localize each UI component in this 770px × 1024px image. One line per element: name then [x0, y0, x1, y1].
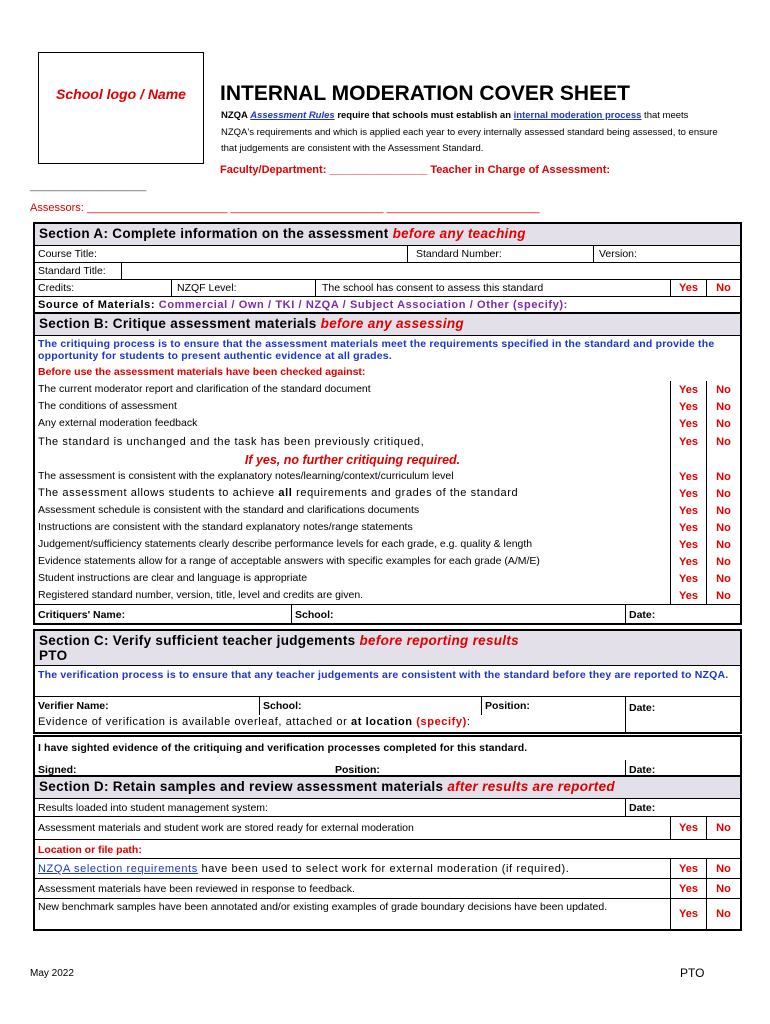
- source-options[interactable]: Commercial / Own / TKI / NZQA / Subject Association / Other (specify):: [158, 299, 568, 311]
- check-item-yes-option[interactable]: Yes: [670, 381, 706, 398]
- verifier-school-field[interactable]: [259, 697, 481, 715]
- section-b-purpose: The critiquing process is to ensure that the assessment materials meet the requirements specified in the standard and provide the opportunity for students to present authentic evidence at all grades.: [38, 338, 715, 362]
- section-c-purpose: The verification process is to ensure that any teacher judgements are consistent with the standard before they are reported to NZQA.: [38, 669, 729, 681]
- sighted-statement: I have sighted evidence of the critiquing and verification processes completed for this standard.: [38, 742, 528, 754]
- evidence-text-2: at location: [351, 716, 413, 728]
- section-d-heading-text: Section D: Retain samples and review assessment materials: [39, 779, 448, 794]
- selection-rest-text: have been used to select work for external moderation (if required).: [197, 863, 570, 875]
- critiquers-row: [35, 604, 740, 623]
- section-a-heading: [35, 224, 740, 246]
- standard-title-row: [35, 263, 740, 280]
- stored-row: [35, 817, 740, 839]
- criteria-item-row: [35, 553, 740, 570]
- criteria-item-no-option[interactable]: No: [706, 485, 740, 502]
- results-date-label: Date:: [629, 802, 656, 814]
- course-title-row: [35, 246, 740, 263]
- benchmark-row: [35, 899, 740, 929]
- section-c-table: [33, 629, 742, 734]
- criteria-item-statement: Student instructions are clear and language is appropriate: [38, 572, 308, 584]
- criteria-item-no-option[interactable]: No: [706, 502, 740, 519]
- footer-pto: PTO: [680, 966, 705, 980]
- criteria-item-row: [35, 587, 740, 604]
- internal-moderation-process-link[interactable]: internal moderation process: [513, 110, 642, 121]
- standard-number-label: Standard Number:: [416, 248, 502, 260]
- if-yes-note: If yes, no further critiquing required.: [244, 453, 461, 467]
- section-b-heading-text: Section B: Critique assessment materials: [39, 316, 321, 331]
- before-use-heading: Before use the assessment materials have been checked against:: [38, 366, 366, 378]
- criteria-item-yes-option[interactable]: Yes: [670, 468, 706, 485]
- check-item-row: [35, 398, 740, 415]
- footer-date: May 2022: [30, 968, 74, 979]
- sighted-table: [33, 735, 742, 779]
- check-item-no-option[interactable]: No: [706, 381, 740, 398]
- evidence-text-3: (specify): [412, 716, 467, 728]
- consent-label: The school has consent to assess this standard: [322, 282, 544, 294]
- section-c-heading-emphasis: before reporting results: [359, 633, 519, 648]
- criteria-item-no-option[interactable]: No: [706, 553, 740, 570]
- reviewed-statement: Assessment materials have been reviewed in response to feedback.: [38, 883, 355, 895]
- standard-title-label-cell: [35, 263, 121, 279]
- section-d-heading-emphasis: after results are reported: [447, 779, 615, 794]
- sighted-position-label: Position:: [335, 764, 380, 776]
- critiquers-name-label: Critiquers' Name:: [38, 609, 126, 621]
- unchanged-row: [35, 432, 740, 452]
- if-yes-spacer-no: [706, 452, 740, 468]
- verifier-name-field[interactable]: [35, 697, 259, 715]
- consent-no-option[interactable]: No: [706, 280, 740, 296]
- criteria-item-no-option[interactable]: No: [706, 536, 740, 553]
- criteria-item-no-option[interactable]: No: [706, 587, 740, 604]
- page-title: INTERNAL MODERATION COVER SHEET: [220, 82, 630, 105]
- verifier-school-label: School:: [263, 700, 302, 712]
- selection-yes-option[interactable]: Yes: [670, 859, 706, 878]
- check-item-yes-option[interactable]: Yes: [670, 398, 706, 415]
- criteria-item-yes-option[interactable]: Yes: [670, 485, 706, 502]
- critiquers-school-label: School:: [295, 609, 334, 621]
- verifier-date-label: Date:: [629, 702, 656, 714]
- consent-statement: [315, 280, 670, 296]
- course-title-field[interactable]: [35, 246, 407, 262]
- criteria-item-statement: Evidence statements allow for a range of acceptable answers with specific examples for each grade (A/M/E): [38, 555, 540, 567]
- stored-no-option[interactable]: No: [706, 817, 740, 839]
- reviewed-row: [35, 879, 740, 899]
- if-yes-spacer-yes: [670, 452, 706, 468]
- location-or-file-path-field[interactable]: Location or file path:: [38, 844, 142, 856]
- credits-row: [35, 280, 740, 297]
- criteria-item-statement: Judgement/sufficiency statements clearly describe performance levels for each grade, e.g. quality & length: [38, 538, 533, 550]
- results-loaded-row: [35, 799, 740, 817]
- verifier-name-label: Verifier Name:: [38, 700, 109, 712]
- check-item-statement: The current moderator report and clarification of the standard document: [38, 383, 371, 395]
- criteria-item-row: [35, 485, 740, 502]
- results-loaded-statement: Results loaded into student management system:: [38, 802, 268, 814]
- criteria-item-no-option[interactable]: No: [706, 570, 740, 587]
- section-a-heading-emphasis: before any teaching: [392, 226, 526, 241]
- unchanged-yes-option[interactable]: Yes: [670, 432, 706, 452]
- criteria-item-row: [35, 519, 740, 536]
- criteria-item-statement: Instructions are consistent with the standard explanatory notes/range statements: [38, 521, 413, 533]
- benchmark-statement: New benchmark samples have been annotated and/or existing examples of grade boundary decisions have been updated.: [38, 901, 608, 913]
- section-c-purpose-row: [35, 666, 740, 696]
- sighted-date-label: Date:: [629, 764, 656, 776]
- selection-row: [35, 859, 740, 879]
- location-row: [35, 839, 740, 859]
- criteria-item-yes-option[interactable]: Yes: [670, 502, 706, 519]
- check-item-no-option[interactable]: No: [706, 398, 740, 415]
- section-a-table: [33, 222, 742, 316]
- standard-number-field[interactable]: [407, 246, 593, 262]
- intro-text-3: that meets NZQA's requirements and which is applied each year to every internally assessed standard being assessed, to ensure that judgements are consistent with the Assessment Standard.: [221, 110, 718, 154]
- source-label: Source of Materials:: [38, 299, 159, 311]
- criteria-item-statement: The assessment is consistent with the explanatory notes/learning/context/curriculum level: [38, 470, 454, 482]
- criteria-item-row: [35, 468, 740, 485]
- nzqf-level-field[interactable]: [171, 280, 315, 296]
- unchanged-no-option[interactable]: No: [706, 432, 740, 452]
- benchmark-yes-option[interactable]: Yes: [670, 899, 706, 929]
- if-yes-row: [35, 452, 740, 468]
- section-b-heading-emphasis: before any assessing: [320, 316, 464, 331]
- criteria-item-yes-option[interactable]: Yes: [670, 570, 706, 587]
- critiquers-school-field[interactable]: [291, 605, 625, 623]
- assessors-line: Assessors: _______________________ _________________________ _________________________: [30, 202, 540, 214]
- criteria-item-yes-option[interactable]: Yes: [670, 553, 706, 570]
- evidence-text-4: :: [466, 716, 471, 728]
- standard-title-label: Standard Title:: [38, 265, 106, 277]
- check-item-no-option[interactable]: No: [706, 415, 740, 432]
- section-c-pto: PTO: [39, 648, 68, 663]
- criteria-item-statement: Assessment schedule is consistent with the standard and clarifications documents: [38, 504, 420, 516]
- results-date-field[interactable]: [625, 799, 740, 816]
- unchanged-statement: The standard is unchanged and the task has been previously critiqued,: [38, 436, 425, 448]
- school-logo-box: [38, 52, 204, 164]
- section-a-heading-text: Section A: Complete information on the assessment: [39, 226, 393, 241]
- stored-statement: Assessment materials and student work are stored ready for external moderation: [38, 822, 414, 834]
- check-item-row: [35, 381, 740, 398]
- criteria-item-row: [35, 502, 740, 519]
- school-logo-placeholder: School logo / Name: [56, 86, 186, 102]
- check-item-statement: The conditions of assessment: [38, 400, 177, 412]
- signed-label: Signed:: [38, 764, 77, 776]
- selection-statement: [35, 859, 670, 878]
- section-c-heading: [35, 631, 740, 666]
- intro-paragraph: [221, 108, 721, 158]
- faculty-line: Faculty/Department: ________________ Teacher in Charge of Assessment:: [220, 164, 611, 176]
- selection-no-option[interactable]: No: [706, 859, 740, 878]
- sighted-statement-row: [35, 737, 740, 760]
- criteria-item-yes-option[interactable]: Yes: [670, 587, 706, 604]
- teacher-in-charge-blank: ___________________: [30, 180, 147, 192]
- reviewed-no-option[interactable]: No: [706, 879, 740, 898]
- critiquers-date-label: Date:: [629, 609, 656, 621]
- verifier-row: [35, 696, 740, 732]
- check-item-statement: Any external moderation feedback: [38, 417, 198, 429]
- criteria-item-statement: The assessment allows students to achieve all requirements and grades of the standard: [38, 487, 519, 499]
- verifier-position-field[interactable]: [481, 697, 625, 715]
- evidence-of-verification[interactable]: [38, 716, 471, 728]
- stored-yes-option[interactable]: Yes: [670, 817, 706, 839]
- section-b-purpose-row: [35, 336, 740, 366]
- check-item-yes-option[interactable]: Yes: [670, 415, 706, 432]
- standard-title-field[interactable]: [121, 263, 740, 279]
- section-c-heading-text: Section C: Verify sufficient teacher judgements: [39, 633, 360, 648]
- criteria-item-yes-option[interactable]: Yes: [670, 536, 706, 553]
- section-b-heading: [35, 314, 740, 336]
- reviewed-yes-option[interactable]: Yes: [670, 879, 706, 898]
- verifier-position-label: Position:: [485, 700, 530, 712]
- section-d-heading: [35, 777, 740, 799]
- critiquers-date-field[interactable]: [625, 605, 740, 623]
- section-d-table: [33, 775, 742, 931]
- critiquers-name-field[interactable]: [35, 605, 291, 623]
- consent-yes-option[interactable]: Yes: [670, 280, 706, 296]
- version-label: Version:: [599, 248, 637, 260]
- credits-label: Credits:: [38, 282, 75, 294]
- criteria-item-yes-option[interactable]: Yes: [670, 519, 706, 536]
- nzqa-selection-requirements-link[interactable]: NZQA selection requirements: [38, 863, 198, 875]
- course-title-label: Course Title:: [38, 248, 97, 260]
- intro-text-1: NZQA: [221, 110, 251, 121]
- verifier-date-field[interactable]: [625, 697, 740, 732]
- criteria-item-row: [35, 536, 740, 553]
- intro-text-2: require that schools must establish an: [334, 110, 514, 121]
- nzqf-level-label: NZQF Level:: [177, 282, 237, 294]
- criteria-item-row: [35, 570, 740, 587]
- criteria-item-no-option[interactable]: No: [706, 468, 740, 485]
- evidence-text-1: Evidence of verification is available overleaf, attached or: [38, 716, 351, 728]
- assessment-rules-link[interactable]: Assessment Rules: [250, 110, 335, 121]
- before-use-row: [35, 366, 740, 381]
- section-b-table: [33, 312, 742, 625]
- version-field[interactable]: [593, 246, 740, 262]
- criteria-item-no-option[interactable]: No: [706, 519, 740, 536]
- check-item-row: [35, 415, 740, 432]
- benchmark-no-option[interactable]: No: [706, 899, 740, 929]
- credits-field[interactable]: [35, 280, 171, 296]
- criteria-item-statement: Registered standard number, version, title, level and credits are given.: [38, 589, 364, 601]
